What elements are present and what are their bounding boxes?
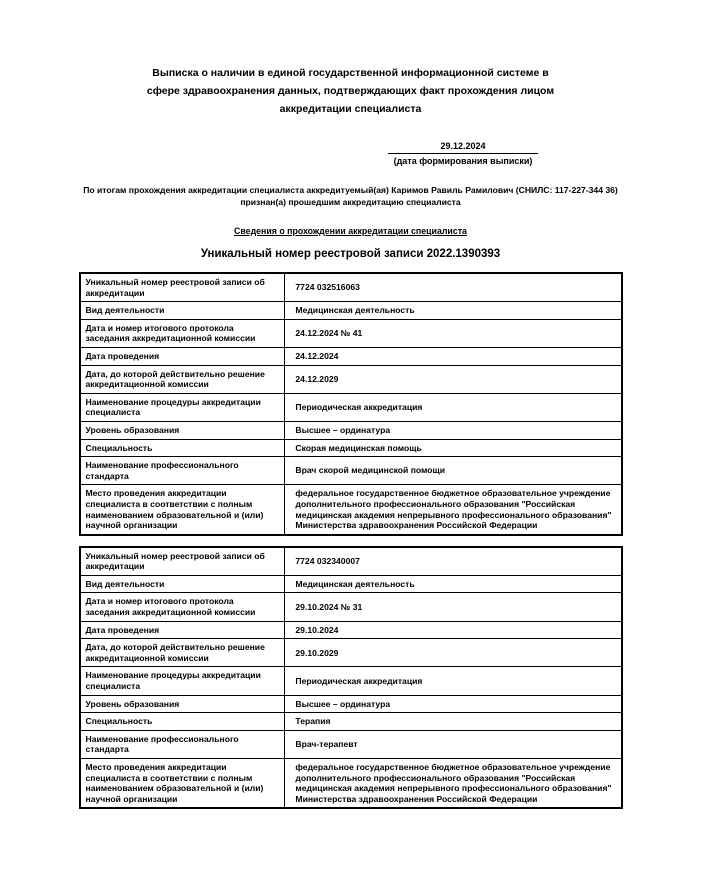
field-label: Дата, до которой действительно решение аккредитационной комиссии — [80, 365, 285, 393]
table-row — [80, 365, 622, 393]
extract-date-block — [388, 140, 538, 167]
registry-record-number-heading: Уникальный номер реестровой записи 2022.1390393 — [200, 248, 501, 260]
table-row — [80, 759, 622, 809]
table-row — [80, 621, 622, 639]
table-row — [80, 421, 622, 439]
field-value: 7724 032516063 — [285, 273, 622, 302]
table-row — [80, 575, 622, 593]
field-label: Уровень образования — [80, 421, 285, 439]
table-row — [80, 593, 622, 621]
table-row — [80, 273, 622, 302]
accreditation-table-2 — [79, 546, 623, 810]
field-value: 24.12.2024 — [285, 347, 622, 365]
table-row — [80, 730, 622, 758]
table-row — [80, 485, 622, 535]
table-row — [80, 547, 622, 576]
field-label: Место проведения аккредитации специалиста в соответствии с полным наименованием образовательной и (или) научной организации — [80, 485, 285, 535]
field-value: Врач скорой медицинской помощи — [285, 457, 622, 485]
document-title: Выписка о наличии в единой государственной информационной системе в сфере здравоохранения данных, подтверждающих факт прохождения лицом аккредитации специалиста — [146, 67, 555, 115]
field-value: 29.10.2024 № 31 — [285, 593, 622, 621]
table-row — [80, 695, 622, 713]
field-value: Врач-терапевт — [285, 730, 622, 758]
field-value: 24.12.2024 № 41 — [285, 319, 622, 347]
table-row — [80, 439, 622, 457]
field-label: Дата, до которой действительно решение аккредитационной комиссии — [80, 639, 285, 667]
extract-date-value: 29.12.2024 — [388, 140, 538, 154]
field-label: Наименование профессионального стандарта — [80, 730, 285, 758]
field-label: Специальность — [80, 713, 285, 731]
table-row — [80, 302, 622, 320]
field-label: Вид деятельности — [80, 302, 285, 320]
table-row — [80, 347, 622, 365]
field-value: 7724 032340007 — [285, 547, 622, 576]
field-label: Уровень образования — [80, 695, 285, 713]
field-label: Наименование процедуры аккредитации специалиста — [80, 393, 285, 421]
accreditation-summary-paragraph: По итогам прохождения аккредитации специалиста аккредитуемый(ая) Каримов Равиль Рамилович (СНИЛС: 117-227-344 36) признан(а) прошедшим аккредитацию специалиста — [83, 185, 618, 207]
field-label: Дата и номер итогового протокола заседания аккредитационной комиссии — [80, 593, 285, 621]
field-label: Наименование процедуры аккредитации специалиста — [80, 667, 285, 695]
table-row — [80, 667, 622, 695]
extract-date-caption: (дата формирования выписки) — [393, 156, 533, 166]
table-row — [80, 639, 622, 667]
field-value: Периодическая аккредитация — [285, 393, 622, 421]
table-row — [80, 457, 622, 485]
field-label: Место проведения аккредитации специалиста в соответствии с полным наименованием образовательной и (или) научной организации — [80, 759, 285, 809]
table-row — [80, 713, 622, 731]
field-label: Уникальный номер реестровой записи об аккредитации — [80, 273, 285, 302]
field-label: Дата и номер итогового протокола заседания аккредитационной комиссии — [80, 319, 285, 347]
field-value: Терапия — [285, 713, 622, 731]
section-heading: Сведения о прохождении аккредитации специалиста — [234, 226, 467, 236]
table-row — [80, 393, 622, 421]
field-value: Периодическая аккредитация — [285, 667, 622, 695]
field-value: 29.10.2029 — [285, 639, 622, 667]
field-label: Дата проведения — [80, 621, 285, 639]
field-value: Высшее – ординатура — [285, 421, 622, 439]
field-label: Уникальный номер реестровой записи об аккредитации — [80, 547, 285, 576]
field-label: Наименование профессионального стандарта — [80, 457, 285, 485]
field-value: Медицинская деятельность — [285, 302, 622, 320]
field-value: Медицинская деятельность — [285, 575, 622, 593]
table-row — [80, 319, 622, 347]
field-value: 24.12.2029 — [285, 365, 622, 393]
field-value: федеральное государственное бюджетное образовательное учреждение дополнительного профессионального образования "Российская медицинская академия непрерывного профессионального образования" Министерства здравоохранения Российской Федерации — [285, 485, 622, 535]
accreditation-table-1 — [79, 272, 623, 536]
field-value: Скорая медицинская помощь — [285, 439, 622, 457]
field-value: федеральное государственное бюджетное образовательное учреждение дополнительного профессионального образования "Российская медицинская академия непрерывного профессионального образования" Министерства здравоохранения Российской Федерации — [285, 759, 622, 809]
field-value: 29.10.2024 — [285, 621, 622, 639]
field-value: Высшее – ординатура — [285, 695, 622, 713]
field-label: Вид деятельности — [80, 575, 285, 593]
field-label: Специальность — [80, 439, 285, 457]
field-label: Дата проведения — [80, 347, 285, 365]
